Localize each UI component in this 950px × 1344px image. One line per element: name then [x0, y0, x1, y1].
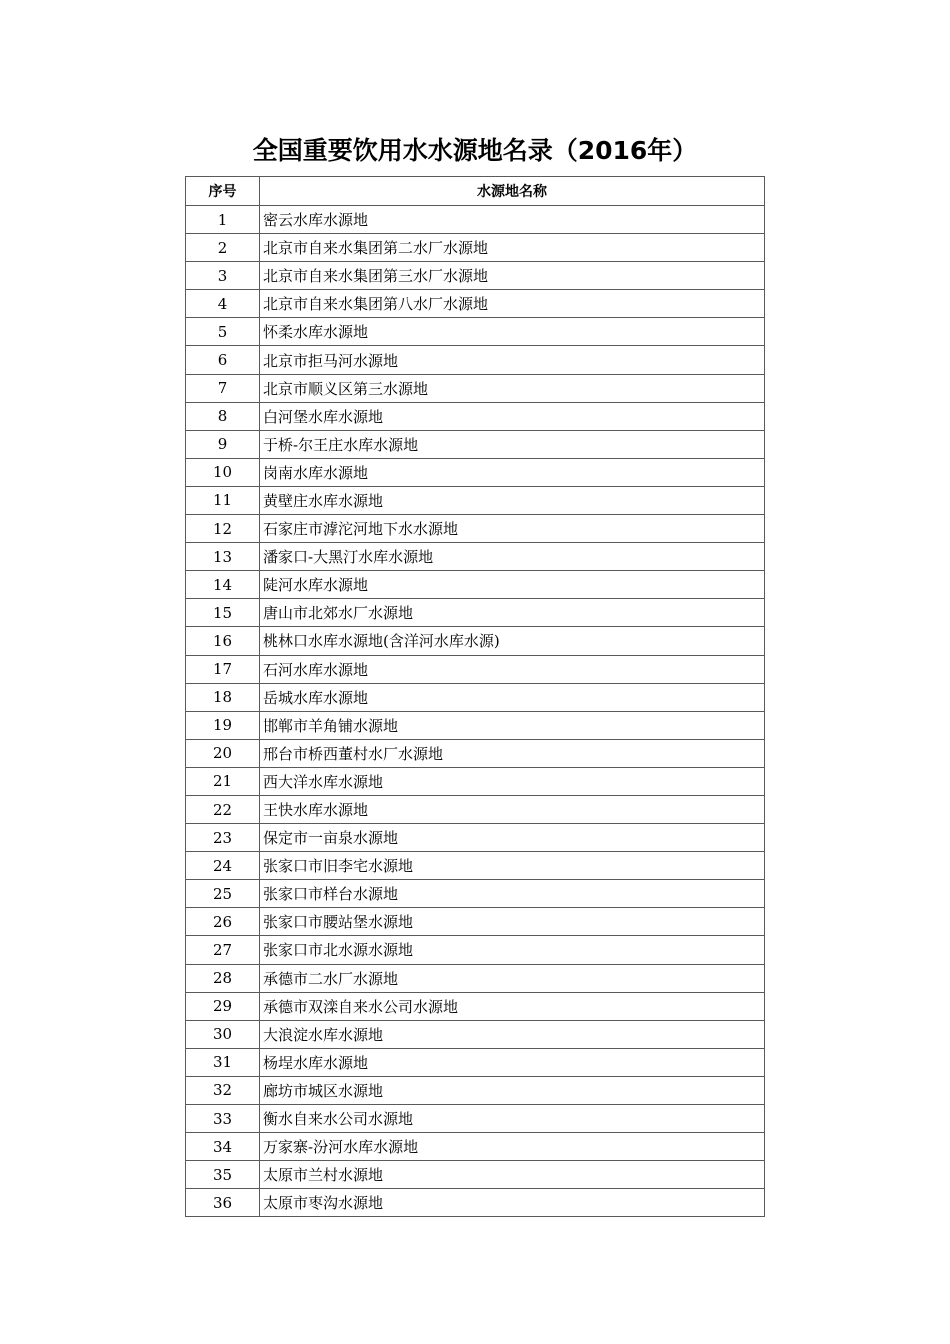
table-row — [186, 430, 765, 458]
table-row — [186, 992, 765, 1020]
source-name-cell: 北京市拒马河水源地 — [260, 346, 765, 374]
source-name-cell: 张家口市旧李宅水源地 — [260, 852, 765, 880]
table-row — [186, 908, 765, 936]
serial-number-cell: 34 — [186, 1133, 260, 1161]
source-name-cell: 承德市二水厂水源地 — [260, 964, 765, 992]
serial-number-cell: 18 — [186, 683, 260, 711]
source-name-cell: 怀柔水库水源地 — [260, 318, 765, 346]
table-row — [186, 739, 765, 767]
serial-number-cell: 19 — [186, 711, 260, 739]
source-name-cell: 陡河水库水源地 — [260, 571, 765, 599]
serial-number-cell: 20 — [186, 739, 260, 767]
source-name-cell: 于桥-尔王庄水库水源地 — [260, 430, 765, 458]
table-row — [186, 711, 765, 739]
source-name-cell: 王快水库水源地 — [260, 795, 765, 823]
serial-number-cell: 21 — [186, 767, 260, 795]
table-row — [186, 262, 765, 290]
table-row — [186, 683, 765, 711]
serial-number-cell: 35 — [186, 1161, 260, 1189]
table-row — [186, 234, 765, 262]
serial-number-cell: 14 — [186, 571, 260, 599]
source-name-cell: 廊坊市城区水源地 — [260, 1076, 765, 1104]
table-row — [186, 1133, 765, 1161]
header-source-name: 水源地名称 — [260, 177, 765, 206]
water-source-table — [185, 176, 765, 1217]
serial-number-cell: 2 — [186, 234, 260, 262]
serial-number-cell: 11 — [186, 486, 260, 514]
source-name-cell: 石河水库水源地 — [260, 655, 765, 683]
header-serial-number: 序号 — [186, 177, 260, 206]
source-name-cell: 岳城水库水源地 — [260, 683, 765, 711]
serial-number-cell: 31 — [186, 1048, 260, 1076]
table-header-row — [186, 177, 765, 206]
table-body — [186, 206, 765, 1217]
table-row — [186, 795, 765, 823]
table-row — [186, 627, 765, 655]
table-row — [186, 290, 765, 318]
serial-number-cell: 33 — [186, 1105, 260, 1133]
serial-number-cell: 10 — [186, 458, 260, 486]
table-row — [186, 936, 765, 964]
source-name-cell: 桃林口水库水源地(含洋河水库水源) — [260, 627, 765, 655]
table-row — [186, 571, 765, 599]
table-row — [186, 655, 765, 683]
source-name-cell: 北京市自来水集团第八水厂水源地 — [260, 290, 765, 318]
source-name-cell: 唐山市北郊水厂水源地 — [260, 599, 765, 627]
serial-number-cell: 4 — [186, 290, 260, 318]
source-name-cell: 万家寨-汾河水库水源地 — [260, 1133, 765, 1161]
source-name-cell: 北京市自来水集团第二水厂水源地 — [260, 234, 765, 262]
serial-number-cell: 28 — [186, 964, 260, 992]
table-row — [186, 1076, 765, 1104]
source-name-cell: 承德市双滦自来水公司水源地 — [260, 992, 765, 1020]
table-row — [186, 1048, 765, 1076]
serial-number-cell: 32 — [186, 1076, 260, 1104]
table-row — [186, 486, 765, 514]
source-name-cell: 太原市枣沟水源地 — [260, 1189, 765, 1217]
table-row — [186, 1105, 765, 1133]
table-row — [186, 206, 765, 234]
source-name-cell: 保定市一亩泉水源地 — [260, 824, 765, 852]
serial-number-cell: 30 — [186, 1020, 260, 1048]
page-title: 全国重要饮用水水源地名录（2016年） — [252, 136, 698, 165]
serial-number-cell: 23 — [186, 824, 260, 852]
source-name-cell: 邯郸市羊角铺水源地 — [260, 711, 765, 739]
serial-number-cell: 5 — [186, 318, 260, 346]
serial-number-cell: 6 — [186, 346, 260, 374]
serial-number-cell: 25 — [186, 880, 260, 908]
source-name-cell: 黄壁庄水库水源地 — [260, 486, 765, 514]
serial-number-cell: 13 — [186, 543, 260, 571]
source-name-cell: 杨埕水库水源地 — [260, 1048, 765, 1076]
serial-number-cell: 12 — [186, 515, 260, 543]
source-name-cell: 潘家口-大黑汀水库水源地 — [260, 543, 765, 571]
source-name-cell: 张家口市样台水源地 — [260, 880, 765, 908]
table-row — [186, 374, 765, 402]
table-row — [186, 824, 765, 852]
table-row — [186, 767, 765, 795]
table-row — [186, 599, 765, 627]
table-row — [186, 318, 765, 346]
table-row — [186, 1161, 765, 1189]
table-row — [186, 964, 765, 992]
serial-number-cell: 24 — [186, 852, 260, 880]
table-row — [186, 402, 765, 430]
table-row — [186, 543, 765, 571]
source-name-cell: 北京市自来水集团第三水厂水源地 — [260, 262, 765, 290]
table-row — [186, 1020, 765, 1048]
source-name-cell: 大浪淀水库水源地 — [260, 1020, 765, 1048]
source-name-cell: 衡水自来水公司水源地 — [260, 1105, 765, 1133]
table-row — [186, 880, 765, 908]
serial-number-cell: 16 — [186, 627, 260, 655]
source-name-cell: 石家庄市滹沱河地下水水源地 — [260, 515, 765, 543]
source-name-cell: 邢台市桥西董村水厂水源地 — [260, 739, 765, 767]
source-name-cell: 密云水库水源地 — [260, 206, 765, 234]
source-name-cell: 岗南水库水源地 — [260, 458, 765, 486]
serial-number-cell: 1 — [186, 206, 260, 234]
source-name-cell: 北京市顺义区第三水源地 — [260, 374, 765, 402]
table-row — [186, 346, 765, 374]
table-row — [186, 1189, 765, 1217]
serial-number-cell: 17 — [186, 655, 260, 683]
source-name-cell: 张家口市北水源水源地 — [260, 936, 765, 964]
source-name-cell: 张家口市腰站堡水源地 — [260, 908, 765, 936]
table-row — [186, 852, 765, 880]
serial-number-cell: 27 — [186, 936, 260, 964]
table-row — [186, 458, 765, 486]
serial-number-cell: 36 — [186, 1189, 260, 1217]
serial-number-cell: 15 — [186, 599, 260, 627]
serial-number-cell: 26 — [186, 908, 260, 936]
source-name-cell: 西大洋水库水源地 — [260, 767, 765, 795]
serial-number-cell: 7 — [186, 374, 260, 402]
source-name-cell: 白河堡水库水源地 — [260, 402, 765, 430]
serial-number-cell: 3 — [186, 262, 260, 290]
serial-number-cell: 22 — [186, 795, 260, 823]
serial-number-cell: 29 — [186, 992, 260, 1020]
serial-number-cell: 9 — [186, 430, 260, 458]
table-row — [186, 515, 765, 543]
source-name-cell: 太原市兰村水源地 — [260, 1161, 765, 1189]
serial-number-cell: 8 — [186, 402, 260, 430]
